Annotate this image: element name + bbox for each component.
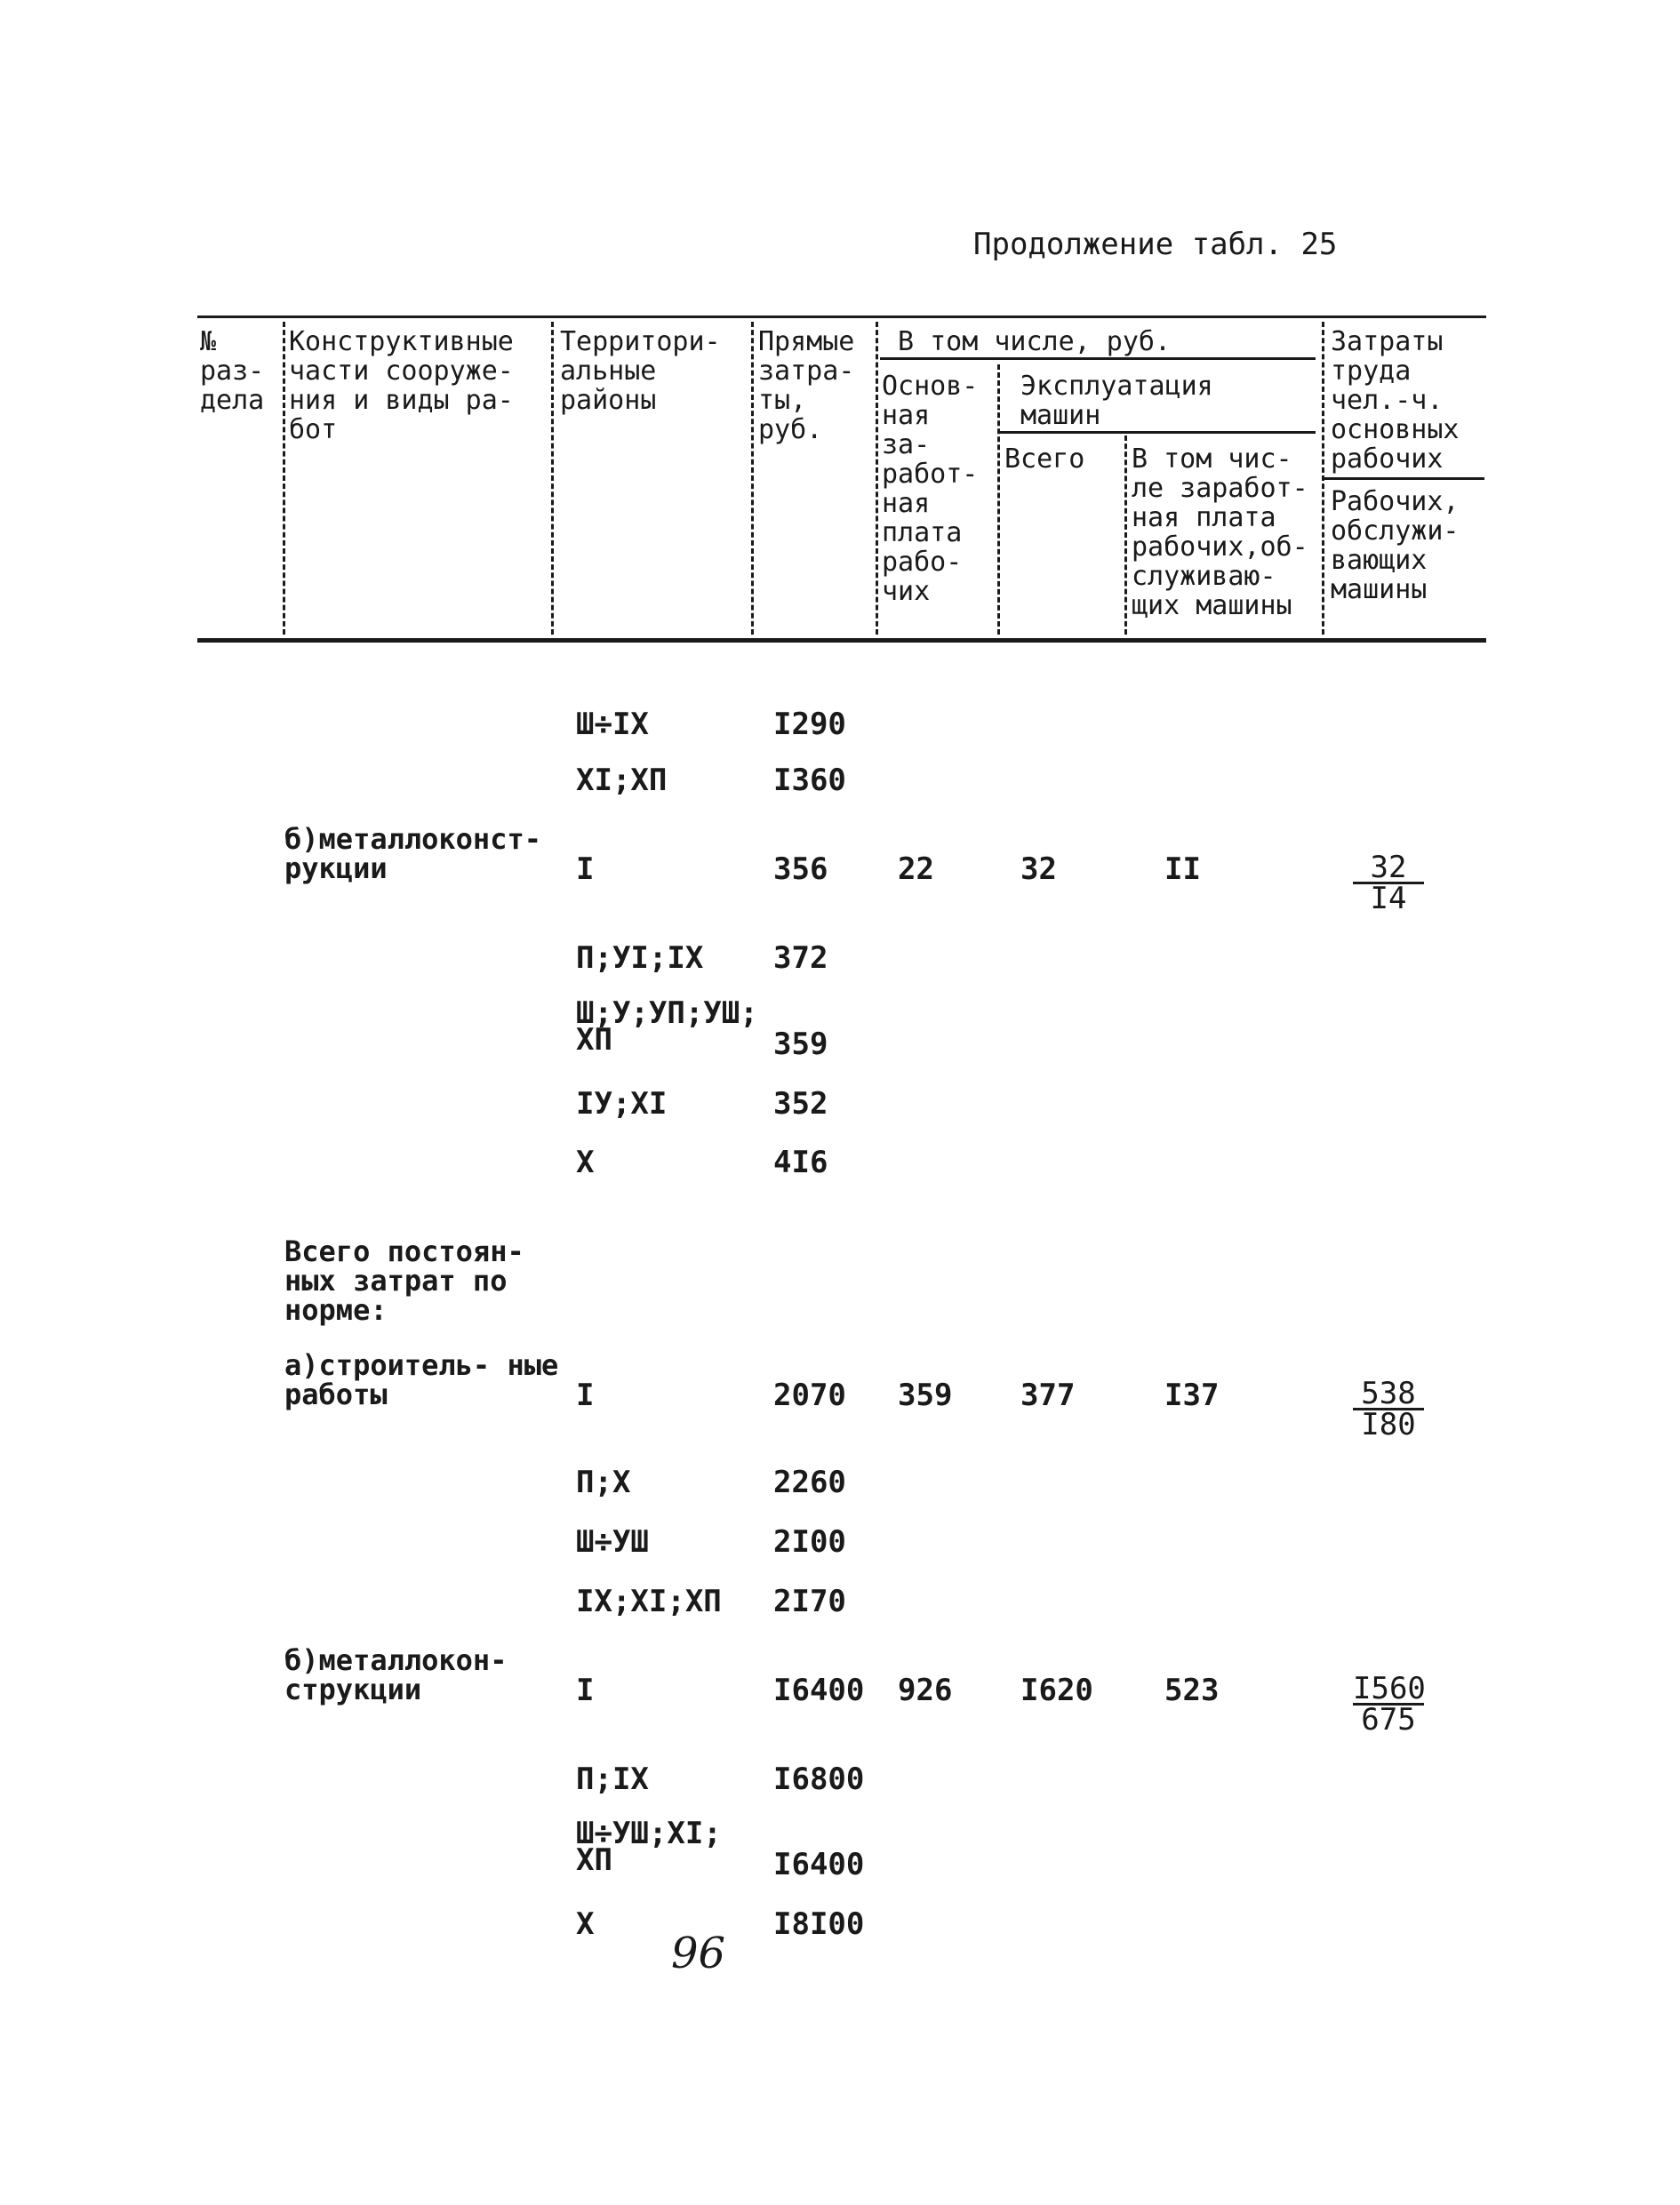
labor-machine-cell: 675 — [1361, 1702, 1416, 1738]
header-col-direct: Прямые затра- ты, руб. — [758, 326, 855, 445]
direct-cost-cell: I6800 — [773, 1762, 865, 1797]
header-col-total: Всего — [1004, 443, 1085, 475]
labor-fraction — [1353, 850, 1424, 916]
col-separator — [751, 322, 754, 635]
header-col-no: № раз- дела — [200, 326, 265, 416]
labor-main-cell: I560 — [1353, 1671, 1426, 1706]
direct-cost-cell: 2260 — [773, 1465, 846, 1500]
page-title: Продолжение табл. 25 — [973, 227, 1338, 262]
direct-cost-cell: I360 — [773, 763, 846, 798]
labor-main-cell: 32 — [1353, 853, 1424, 884]
labor-machine-cell: I4 — [1370, 881, 1407, 916]
direct-cost-cell: 2070 — [773, 1378, 846, 1413]
region-cell: П;X — [576, 1465, 631, 1500]
salary-cell: 359 — [898, 1378, 953, 1413]
col-separator — [551, 322, 554, 635]
salary-cell: 926 — [898, 1673, 953, 1708]
direct-cost-cell: 4I6 — [773, 1145, 828, 1180]
direct-cost-cell: I8I00 — [773, 1906, 865, 1942]
machine-total-cell: I620 — [1020, 1673, 1093, 1708]
col-separator — [1322, 322, 1324, 635]
region-cell: XI;XП — [576, 763, 668, 798]
direct-cost-cell: 2I00 — [773, 1524, 846, 1560]
direct-cost-cell: 359 — [773, 1027, 828, 1062]
direct-cost-cell: 352 — [773, 1086, 828, 1122]
header-top-rule — [197, 316, 1486, 318]
header-group-incl: В том числе, руб. — [898, 326, 1172, 357]
subtotal-heading: Всего постоян- ных затрат по норме: — [284, 1234, 524, 1327]
group-incl-underline — [880, 357, 1316, 360]
direct-cost-cell: 372 — [773, 940, 828, 976]
region-cell: I — [576, 1378, 595, 1413]
direct-cost-cell: 2I70 — [773, 1584, 846, 1619]
machine-total-cell: 32 — [1020, 851, 1057, 887]
labor-main-cell: 538 — [1353, 1379, 1424, 1410]
header-bottom-rule — [197, 638, 1486, 643]
col-separator — [997, 364, 1000, 635]
header-col-parts: Конструктивные части сооруже- ния и виды ра- бот — [289, 326, 514, 445]
work-type-label: б)металлоконст- рукции — [284, 822, 541, 885]
work-type-label: а)строитель- ные работы — [284, 1348, 559, 1411]
region-cell: Ш÷УШ — [576, 1524, 649, 1560]
direct-cost-cell: 356 — [773, 851, 828, 887]
work-type-label: б)металлокон- струкции — [284, 1643, 508, 1706]
region-cell: Ш÷IX — [576, 707, 649, 742]
header-col-regions: Территори- альные районы — [560, 326, 721, 416]
machine-salary-cell: II — [1164, 851, 1201, 887]
machine-total-cell: 377 — [1020, 1378, 1076, 1413]
machine-salary-cell: 523 — [1164, 1673, 1220, 1708]
region-cell: IУ;XI — [576, 1086, 668, 1122]
region-cell: П;IX — [576, 1762, 649, 1797]
page-number: 96 — [671, 1929, 726, 1978]
labor-fraction — [1353, 1376, 1424, 1442]
col-separator — [1124, 435, 1127, 635]
region-cell: I — [576, 1673, 595, 1708]
labor-fraction — [1353, 1671, 1426, 1738]
direct-cost-cell: I6400 — [773, 1673, 865, 1708]
direct-cost-cell: I290 — [773, 707, 846, 742]
region-cell: I — [576, 851, 595, 887]
header-group-machines: Эксплуатация машин — [1020, 371, 1213, 431]
region-cell: П;УI;IX — [576, 940, 704, 976]
salary-cell: 22 — [898, 851, 934, 887]
machine-salary-cell: I37 — [1164, 1378, 1220, 1413]
region-cell: IX;XI;XП — [576, 1584, 722, 1619]
header-group-labor: Затраты труда чел.-ч. основных рабочих — [1331, 326, 1460, 475]
col-separator — [283, 322, 285, 635]
group-machines-underline — [1000, 431, 1316, 434]
group-labor-underline — [1324, 477, 1484, 480]
direct-cost-cell: I6400 — [773, 1847, 865, 1882]
region-cell: Ш;У;УП;УШ; XП — [576, 995, 758, 1058]
col-separator — [876, 322, 878, 635]
region-cell: X — [576, 1145, 595, 1180]
header-col-labor-machine: Рабочих, обслужи- вающих машины — [1331, 486, 1460, 605]
region-cell: X — [576, 1906, 595, 1942]
header-col-salary: Основ- ная за- работ- ная плата рабо- чих — [882, 371, 979, 607]
labor-machine-cell: I80 — [1361, 1407, 1416, 1442]
region-cell: Ш÷УШ;XI; XП — [576, 1816, 722, 1878]
header-col-incl-machine-salary: В том чис- ле заработ- ная плата рабочих,об- служиваю- щих машины — [1132, 443, 1308, 621]
